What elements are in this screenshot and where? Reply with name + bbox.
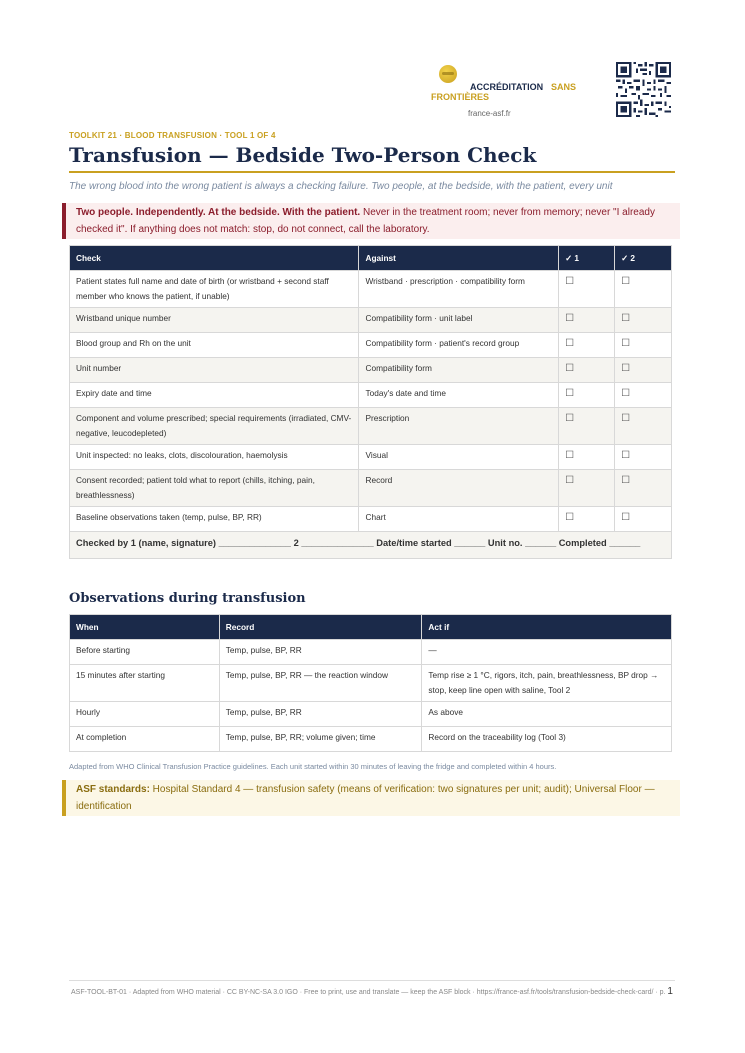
page-number: 1 (667, 986, 673, 997)
checkbox-2[interactable]: ☐ (615, 358, 672, 383)
checkbox-2[interactable]: ☐ (615, 445, 672, 470)
checkbox-1[interactable]: ☐ (559, 358, 615, 383)
qr-code-icon (616, 62, 671, 117)
col-header-against: Against (359, 246, 559, 271)
alert-strong: Two people. Independently. At the bedside. With the patient. (76, 207, 361, 218)
check-cell: Baseline observations taken (temp, pulse, BP, RR) (70, 507, 359, 532)
footer-divider (69, 980, 675, 981)
alert-box (62, 203, 680, 239)
source-note: Adapted from WHO Clinical Transfusion Practice guidelines. Each unit started within 30 minutes of leaving the fridge and completed within 4 hours. (69, 762, 557, 771)
checkbox-1[interactable]: ☐ (559, 308, 615, 333)
act-cell: Record on the traceability log (Tool 3) (422, 727, 672, 752)
site-url[interactable]: france-asf.fr (468, 109, 511, 118)
checkbox-2[interactable]: ☐ (615, 333, 672, 358)
against-cell: Record (359, 470, 559, 507)
table-row (70, 333, 672, 358)
table-header-row (70, 615, 672, 640)
observations-table (69, 614, 672, 752)
table-row (70, 727, 672, 752)
table-row (70, 358, 672, 383)
table-row (70, 445, 672, 470)
act-cell: Temp rise ≥ 1 °C, rigors, itch, pain, breathlessness, BP drop → stop, keep line open with saline, Tool 2 (422, 665, 672, 702)
standards-text: Hospital Standard 4 — transfusion safety (means of verification: two signatures per unit; audit); Universal Floor — identification (76, 784, 655, 812)
toolkit-kicker: TOOLKIT 21 · BLOOD TRANSFUSION · TOOL 1 OF 4 (69, 131, 276, 140)
when-cell: At completion (70, 727, 220, 752)
act-cell: As above (422, 702, 672, 727)
when-cell: 15 minutes after starting (70, 665, 220, 702)
table-row (70, 470, 672, 507)
against-cell: Today's date and time (359, 383, 559, 408)
act-cell: — (422, 640, 672, 665)
checkbox-1[interactable]: ☐ (559, 333, 615, 358)
table-row (70, 308, 672, 333)
checkbox-1[interactable]: ☐ (559, 445, 615, 470)
checkbox-1[interactable]: ☐ (559, 507, 615, 532)
checkbox-1[interactable]: ☐ (559, 470, 615, 507)
checkbox-2[interactable]: ☐ (615, 308, 672, 333)
check-cell: Consent recorded; patient told what to report (chills, itching, pain, breathlessness) (70, 470, 359, 507)
checkbox-1[interactable]: ☐ (559, 383, 615, 408)
checkbox-2[interactable]: ☐ (615, 507, 672, 532)
footer-text: ASF-TOOL-BT-01 · Adapted from WHO material · CC BY-NC-SA 3.0 IGO · Free to print, use and translate — keep the ASF block · https://france-asf.fr/tools/transfusion-bedside-check-card/ · p. (71, 989, 666, 996)
col-header-check: Check (70, 246, 359, 271)
checkbox-2[interactable]: ☐ (615, 271, 672, 308)
check-cell: Component and volume prescribed; special requirements (irradiated, CMV-negative, leucodepleted) (70, 408, 359, 445)
col-header-check1: ✓ 1 (559, 246, 615, 271)
col-header-when: When (70, 615, 220, 640)
table-row (70, 507, 672, 532)
brand-header: ACCRÉDITATION SANS FRONTIÈRES france-asf.fr (431, 64, 601, 124)
check-cell: Patient states full name and date of birth (or wristband + second staff member who knows the patient, if unable) (70, 271, 359, 308)
record-cell: Temp, pulse, BP, RR (219, 640, 422, 665)
against-cell: Prescription (359, 408, 559, 445)
asf-standards-box (62, 780, 680, 816)
footer (69, 986, 675, 999)
table-row (70, 640, 672, 665)
observations-heading: Observations during transfusion (69, 591, 306, 606)
against-cell: Compatibility form (359, 358, 559, 383)
lead-text: The wrong blood into the wrong patient is always a checking failure. Two people, at the bedside, with the patient, every unit (69, 181, 613, 192)
record-cell: Temp, pulse, BP, RR (219, 702, 422, 727)
checkbox-1[interactable]: ☐ (559, 271, 615, 308)
record-cell: Temp, pulse, BP, RR; volume given; time (219, 727, 422, 752)
check-cell: Unit inspected: no leaks, clots, discolouration, haemolysis (70, 445, 359, 470)
checkbox-2[interactable]: ☐ (615, 408, 672, 445)
record-cell: Temp, pulse, BP, RR — the reaction window (219, 665, 422, 702)
title-divider (69, 171, 675, 173)
when-cell: Before starting (70, 640, 220, 665)
col-header-record: Record (219, 615, 422, 640)
check-cell: Blood group and Rh on the unit (70, 333, 359, 358)
alert-text: Never in the treatment room; never from memory; never "I already checked it". If anything does not match: stop, do not connect, call the laboratory. (76, 207, 655, 235)
col-header-check2: ✓ 2 (615, 246, 672, 271)
table-row (70, 271, 672, 308)
when-cell: Hourly (70, 702, 220, 727)
table-row (70, 702, 672, 727)
table-row (70, 665, 672, 702)
against-cell: Compatibility form · unit label (359, 308, 559, 333)
bedside-check-table (69, 245, 672, 559)
asf-logo-icon (439, 65, 457, 83)
check-cell: Unit number (70, 358, 359, 383)
page-title: Transfusion — Bedside Two-Person Check (69, 143, 537, 167)
checkbox-2[interactable]: ☐ (615, 383, 672, 408)
against-cell: Visual (359, 445, 559, 470)
checkbox-2[interactable]: ☐ (615, 470, 672, 507)
col-header-act-if: Act if (422, 615, 672, 640)
signature-row (70, 532, 672, 559)
against-cell: Compatibility form · patient's record group (359, 333, 559, 358)
standards-label: ASF standards: (76, 784, 150, 795)
signature-line[interactable]: Checked by 1 (name, signature) ______________ 2 ______________ Date/time started ______ Unit no. ______ Completed ______ (70, 532, 672, 559)
against-cell: Chart (359, 507, 559, 532)
against-cell: Wristband · prescription · compatibility form (359, 271, 559, 308)
table-header-row (70, 246, 672, 271)
table-row (70, 408, 672, 445)
check-cell: Wristband unique number (70, 308, 359, 333)
table-row (70, 383, 672, 408)
checkbox-1[interactable]: ☐ (559, 408, 615, 445)
check-cell: Expiry date and time (70, 383, 359, 408)
